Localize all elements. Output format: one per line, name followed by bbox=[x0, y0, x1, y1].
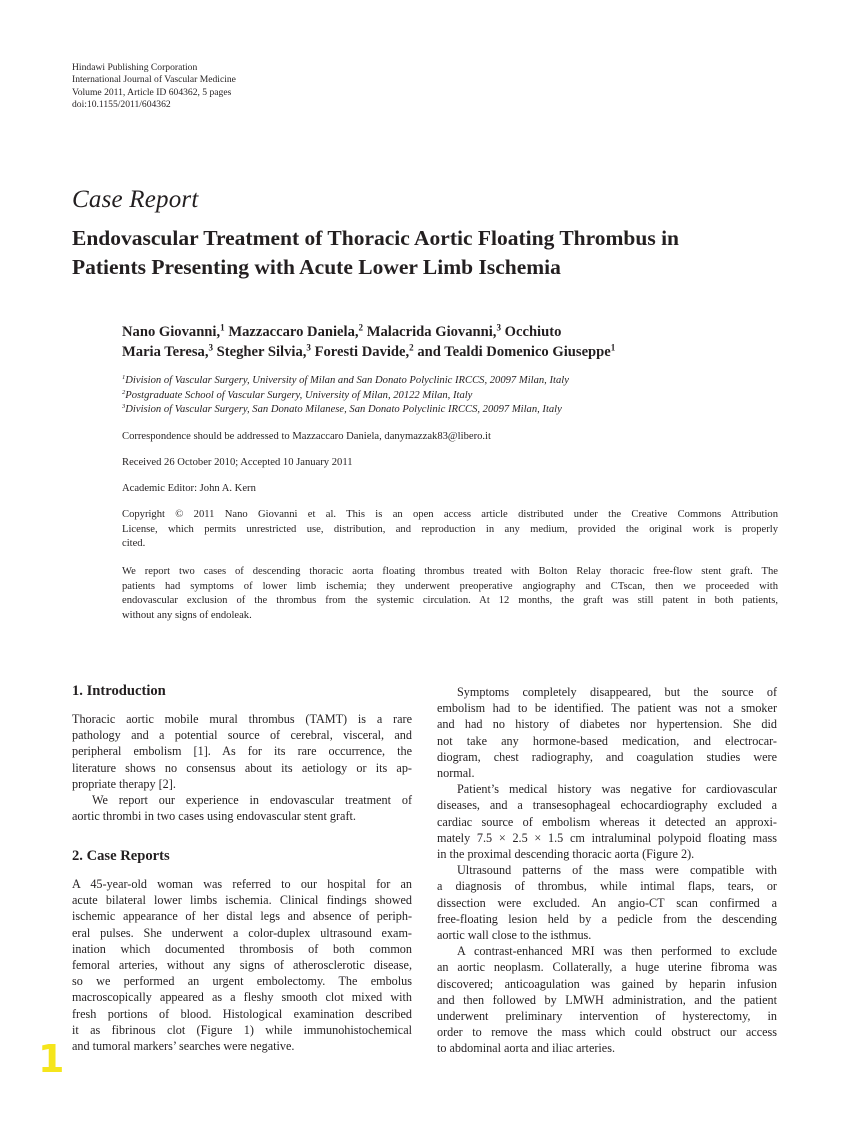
volume-line: Volume 2011, Article ID 604362, 5 pages bbox=[72, 86, 232, 98]
text-line: a diagnosis of thrombus, while intimal flaps, tears, or bbox=[437, 879, 777, 894]
left-column bbox=[72, 682, 412, 1062]
text-line: an aortic neoplasm. Collaterally, a huge uterine fibroma was bbox=[437, 960, 777, 975]
text-line: aortic wall close to the isthmus. bbox=[437, 928, 592, 942]
section-heading-introduction: 1. Introduction bbox=[72, 683, 166, 699]
right-paragraph-1 bbox=[437, 684, 777, 781]
author-affil-mark: 1 bbox=[220, 322, 225, 333]
intro-paragraph-1 bbox=[72, 711, 412, 792]
copyright-line: cited. bbox=[122, 538, 146, 549]
affiliation bbox=[122, 389, 792, 404]
text-line: ination which documented thrombosis of both common bbox=[72, 941, 412, 956]
author-affil-mark: 3 bbox=[306, 342, 311, 353]
author: and Tealdi Domenico Giuseppe bbox=[413, 344, 611, 360]
text-line: embolism had to be identified. The patient was not a smoker bbox=[437, 701, 777, 716]
right-paragraph-2 bbox=[437, 781, 777, 862]
author-affil-mark: 2 bbox=[358, 322, 364, 333]
affiliation-mark: 2 bbox=[122, 388, 126, 396]
text-line: not take any hormone-based medication, and electrocar- bbox=[437, 733, 777, 748]
text-line: ischemic appearance of her distal legs and absence of periph- bbox=[72, 909, 412, 924]
text-line: underwent preliminary intervention of hysterectomy, in bbox=[437, 1009, 777, 1023]
author: Occhiuto bbox=[500, 324, 562, 340]
case-paragraph-1 bbox=[72, 876, 412, 1054]
text-line: diseases, and a transesophageal echocardiography excluded a bbox=[437, 798, 777, 813]
text-line: macroscopically appeared as a fleshy smooth clot mixed with bbox=[72, 990, 412, 1005]
text-line: it as fibrinous clot (Figure 1) while immunohistochemical bbox=[72, 1022, 412, 1037]
received-dates: Received 26 October 2010; Accepted 10 January 2011 bbox=[122, 457, 353, 468]
text-line: and tumoral markers’ searches were negative. bbox=[72, 1039, 295, 1054]
author: Malacrida Giovanni, bbox=[363, 324, 497, 340]
text-line: aortic thrombi in two cases using endovascular stent graft. bbox=[72, 809, 356, 824]
text-line: eral pulses. She underwent a color-duplex ultrasound exam- bbox=[72, 925, 412, 940]
author: Mazzaccaro Daniela, bbox=[224, 324, 359, 340]
text-line: discovered; anticoagulation was gained by heparin infusion bbox=[437, 976, 777, 991]
affiliations bbox=[122, 374, 792, 418]
title-line: Endovascular Treatment of Thoracic Aortic Floating Thrombus in bbox=[72, 226, 680, 250]
author-affil-mark: 3 bbox=[208, 342, 214, 353]
text-line: pathology and a potential source of cerebral, visceral, and bbox=[72, 728, 412, 743]
author: Nano Giovanni, bbox=[122, 324, 221, 340]
text-line: dissection were excluded. An angio-CT scan confirmed a bbox=[437, 895, 777, 910]
abstract-line: without any signs of endoleak. bbox=[122, 609, 252, 621]
right-paragraph-3 bbox=[437, 862, 777, 943]
text-line: and then followed by LMWH administration, and the patient bbox=[437, 992, 777, 1007]
affiliation-mark: 3 bbox=[122, 403, 126, 411]
text-line: fresh portions of blood. Histological examination described bbox=[72, 1006, 412, 1021]
text-line: diogram, chest radiography, and coagulation studies were bbox=[437, 749, 777, 764]
doi-line: doi:10.1155/2011/604362 bbox=[72, 99, 171, 111]
title-line: Patients Presenting with Acute Lower Limb Ischemia bbox=[72, 255, 561, 279]
abstract-line: We report two cases of descending thoracic aorta floating thrombus treated with Bolton Relay thoracic free-flow stent graft. The bbox=[122, 566, 778, 577]
abstract-line: endovascular exclusion of the thrombus from the systemic circulation. At 12 months, the graft was still patent in both patients, bbox=[122, 595, 778, 606]
author-line bbox=[122, 322, 792, 342]
publisher-info bbox=[72, 62, 236, 112]
author-line bbox=[122, 342, 792, 362]
affiliation bbox=[122, 403, 792, 418]
right-paragraph-4 bbox=[437, 943, 777, 1056]
affiliation-text: Postgraduate School of Vascular Surgery, University of Milan, 20122 Milan, Italy bbox=[125, 389, 473, 401]
text-line: so we performed an urgent embolectomy. The embolus bbox=[72, 974, 412, 989]
article-type: Case Report bbox=[72, 186, 199, 213]
text-line: acute bilateral lower limbs ischemia. Clinical findings showed bbox=[72, 893, 412, 908]
copyright-line: Copyright © 2011 Nano Giovanni et al. This is an open access article distributed under the Creative Commons Attribution bbox=[122, 509, 778, 520]
text-line: mately 7.5 × 2.5 × 1.5 cm intraluminal polypoid floating mass bbox=[437, 830, 777, 845]
text-line: in the proximal descending thoracic aorta (Figure 2). bbox=[437, 847, 695, 861]
text-line: Thoracic aortic mobile mural thrombus (TAMT) is a rare bbox=[72, 712, 412, 726]
academic-editor: Academic Editor: John A. Kern bbox=[122, 483, 256, 494]
text-line: to abdominal aorta and iliac arteries. bbox=[437, 1041, 615, 1056]
page-number: 1 bbox=[38, 1037, 65, 1081]
text-line: Symptoms completely disappeared, but the source of bbox=[457, 685, 777, 699]
text-line: A contrast-enhanced MRI was then performed to exclude bbox=[457, 944, 777, 959]
text-line: peripheral embolism [1]. As for its rare occurrence, the bbox=[72, 744, 412, 759]
text-line: and had no history of diabetes nor hypertension. She did bbox=[437, 717, 777, 732]
section-heading-case-reports: 2. Case Reports bbox=[72, 848, 170, 864]
text-line: We report our experience in endovascular treatment of bbox=[92, 793, 412, 807]
affiliation-text: Division of Vascular Surgery, University of Milan and San Donato Polyclinic IRCCS, 20097 Milan, Italy bbox=[125, 375, 569, 386]
text-line: normal. bbox=[437, 766, 475, 781]
abstract bbox=[122, 565, 778, 623]
paper-title bbox=[72, 224, 792, 282]
text-line: propriate therapy [2]. bbox=[72, 776, 176, 791]
copyright bbox=[122, 508, 778, 552]
publisher-line: Hindawi Publishing Corporation bbox=[72, 62, 198, 73]
affiliation bbox=[122, 374, 792, 389]
author-affil-mark: 3 bbox=[496, 322, 501, 333]
text-line: order to remove the mass which could obstruct our access bbox=[437, 1025, 777, 1040]
author: Maria Teresa, bbox=[122, 344, 209, 360]
text-line: Ultrasound patterns of the mass were compatible with bbox=[457, 863, 777, 878]
text-line: Patient’s medical history was negative for cardiovascular bbox=[457, 782, 777, 797]
author-affil-mark: 2 bbox=[409, 342, 414, 353]
copyright-line: License, which permits unrestricted use, distribution, and reproduction in any medium, provided the original work is properly bbox=[122, 523, 778, 535]
intro-paragraph-2 bbox=[72, 792, 412, 824]
affiliation-mark: 1 bbox=[122, 374, 126, 382]
text-line: femoral arteries, without any signs of atherosclerotic disease, bbox=[72, 958, 412, 973]
text-line: literature shows no consensus about its aetiology or its ap- bbox=[72, 760, 412, 775]
abstract-line: patients had symptoms of lower limb ischemia; they underwent preoperative angiography and CTscan, then we proceeded with bbox=[122, 580, 778, 592]
correspondence bbox=[122, 430, 778, 445]
author-affil-mark: 1 bbox=[610, 342, 616, 353]
correspondence-email[interactable]: danymazzak83@libero.it bbox=[384, 431, 491, 442]
affiliation-text: Division of Vascular Surgery, San Donato Milanese, San Donato Polyclinic IRCCS, 20097 Milan, Italy bbox=[125, 404, 562, 415]
text-line: cardiac source of embolism whereas it detected an approxi- bbox=[437, 814, 777, 829]
right-column bbox=[437, 684, 777, 1064]
author: Stegher Silvia, bbox=[213, 344, 307, 360]
text-line: free-floating lesion held by a pedicle from the descending bbox=[437, 911, 777, 926]
correspondence-text: Correspondence should be addressed to Mazzaccaro Daniela, bbox=[122, 431, 385, 442]
journal-line: International Journal of Vascular Medicine bbox=[72, 74, 236, 86]
author-list bbox=[122, 322, 792, 362]
author: Foresti Davide, bbox=[310, 344, 410, 360]
text-line: A 45-year-old woman was referred to our hospital for an bbox=[72, 877, 412, 891]
